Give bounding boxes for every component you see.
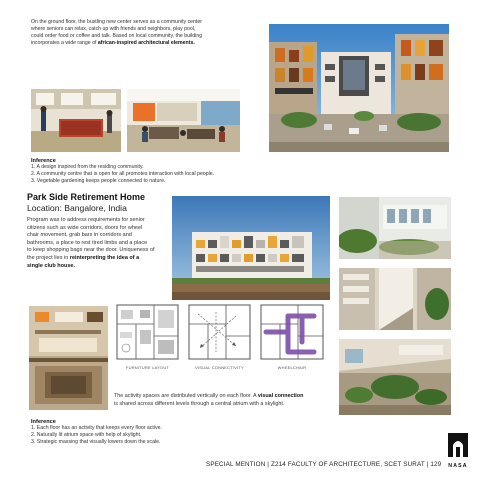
intro-paragraph bbox=[31, 19, 253, 47]
project-line: the project lies in reinterpreting the idea of a bbox=[27, 254, 140, 261]
retirement-home-exterior-photo bbox=[172, 196, 330, 300]
activity-room-photo bbox=[127, 89, 240, 152]
atrium-line-2: is shared across different levels through a central atrium with a skylight. bbox=[114, 400, 285, 407]
inference-item: 3. Vegetable gardening keeps people connected to nature. bbox=[31, 178, 166, 184]
inference-item: 1. A design inspired from the residing community. bbox=[31, 164, 144, 170]
visual-connectivity-plan bbox=[186, 302, 253, 362]
arch-logo-icon bbox=[448, 433, 468, 457]
plan-caption-furniture: FURNITURE LAYOUT bbox=[125, 365, 170, 370]
wheelchair-plan bbox=[258, 302, 326, 362]
inference-block-2 bbox=[31, 419, 251, 446]
intro-line-2: where seniors can relax, catch up with friends and neighbors, play pool, bbox=[31, 26, 196, 32]
pool-room-photo bbox=[31, 89, 121, 152]
intro-line-3: could order food or coffee and talk. Based on local community, the building bbox=[31, 33, 203, 39]
inference-block-1 bbox=[31, 158, 271, 185]
skylight-atrium-photo bbox=[339, 339, 451, 415]
plan-caption-visual: VISUAL CONNECTIVITY bbox=[195, 365, 244, 370]
inference-item: 1. Each floor has an activity that keeps every floor active. bbox=[31, 425, 162, 431]
nasa-logo bbox=[448, 433, 468, 467]
furniture-layout-plan bbox=[114, 302, 181, 362]
inference-item: 2. Naturally lit atrium space with help of skylight. bbox=[31, 432, 142, 438]
atrium-levels-photo bbox=[29, 306, 108, 410]
project-location: Location: Bangalore, India bbox=[27, 203, 127, 213]
page-footer: SPECIAL MENTION | Z214 FACULTY OF ARCHITECTURE, SCET SURAT | 129 bbox=[206, 461, 442, 468]
project-line: chair movement, grab bars in corridors and bbox=[27, 232, 132, 239]
inference-item: 3. Strategic massing that visually lowers down the scale. bbox=[31, 439, 161, 445]
inference-heading: Inference bbox=[31, 158, 56, 164]
project-line: citizens such as wide corridors, doors for wheel bbox=[27, 224, 143, 231]
intro-line-4: incorporates a wide range of african-inspired architectural elements. bbox=[31, 40, 195, 46]
inference-item: 2. A community centre that is open for all promotes interaction with local people. bbox=[31, 171, 215, 177]
intro-line-1: On the ground floor, the bustling new center serves as a community center bbox=[31, 19, 202, 25]
nasa-logo-text: NASA bbox=[448, 463, 468, 469]
project-line: bathrooms, a place to rest tired limbs and a place bbox=[27, 239, 148, 246]
community-center-courtyard-photo bbox=[269, 24, 449, 152]
project-line: to keep shopping bags near the door. Uniqueness of bbox=[27, 247, 155, 254]
project-line: single club house. bbox=[27, 262, 75, 269]
plan-caption-wheelchair: WHEELCHAIR bbox=[277, 365, 307, 370]
atrium-interior-photo bbox=[339, 268, 451, 330]
project-title: Park Side Retirement Home bbox=[27, 192, 146, 202]
atrium-line-1: The activity spaces are distributed vertically on each floor. A visual connection bbox=[114, 393, 304, 399]
atrium-paragraph bbox=[114, 393, 344, 408]
project-line: Program was to address requirements for senior bbox=[27, 217, 145, 223]
garden-terrace-photo bbox=[339, 197, 451, 259]
inference-heading: Inference bbox=[31, 419, 56, 425]
